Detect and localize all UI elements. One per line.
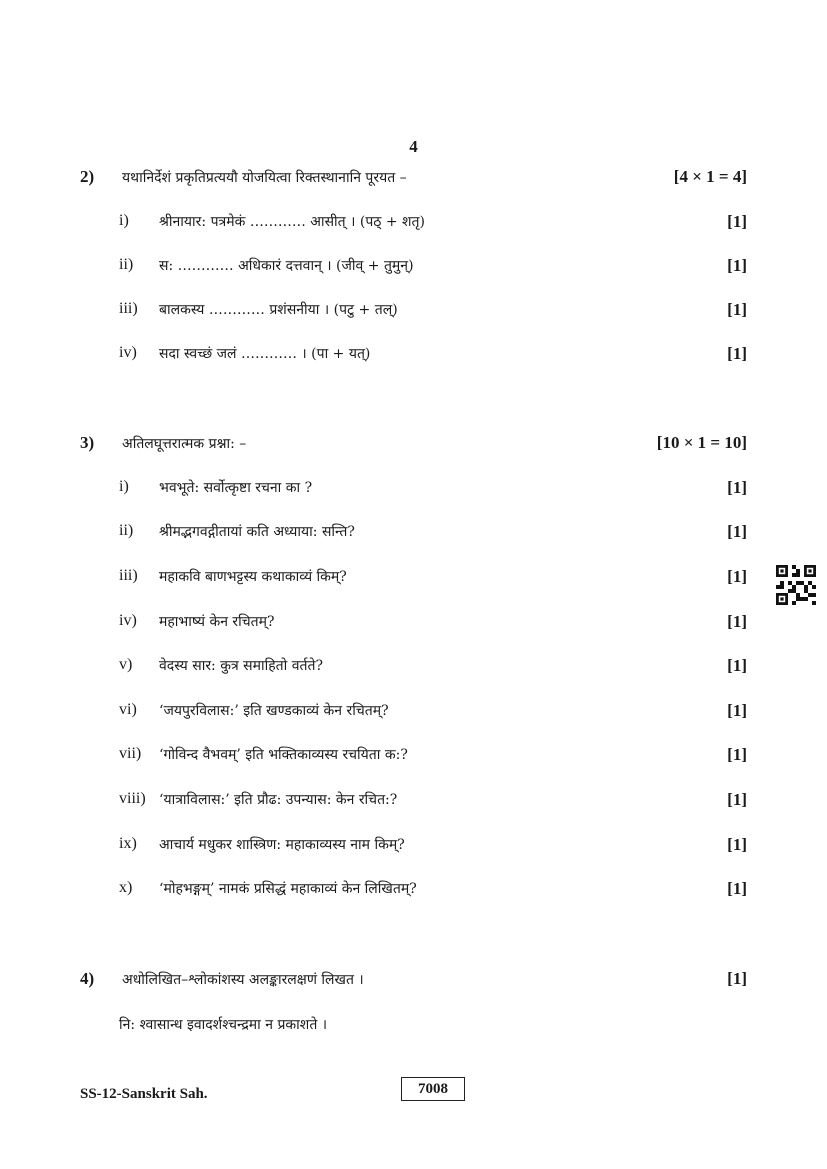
item-marks: [1] <box>727 344 747 363</box>
item-text: भवभूते: सर्वोत्कृष्टा रचना का ? <box>159 480 313 496</box>
qr-code-icon <box>776 565 816 605</box>
question-number: 3) <box>80 433 95 452</box>
item-text: महाभाष्यं केन रचितम्? <box>159 614 275 630</box>
question-number: 2) <box>80 167 95 186</box>
item-marks: [1] <box>727 612 747 631</box>
item-marks: [1] <box>727 300 747 319</box>
item-text: वेदस्य सार: कुत्र समाहितो वर्तते? <box>159 658 323 674</box>
item-text: आचार्य मधुकर शास्त्रिण: महाकाव्यस्य नाम किम्? <box>159 837 405 853</box>
item-text: श्रीनायार: पत्रमेकं ………… आसीत् । (पठ् + शतृ) <box>159 214 426 230</box>
question-marks: [1] <box>727 969 747 988</box>
item-marks: [1] <box>727 212 747 231</box>
item-roman: v) <box>119 656 133 673</box>
item-text: बालकस्य ………… प्रशंसनीया । (पटु + तल्) <box>159 302 398 318</box>
question-marks: [4 × 1 = 4] <box>673 167 747 186</box>
item-text: ‘जयपुरविलास:’ इति खण्डकाव्यं केन रचितम्? <box>159 703 389 719</box>
question-marks: [10 × 1 = 10] <box>656 433 747 452</box>
item-marks: [1] <box>727 745 747 764</box>
item-text: ‘मोहभङ्गम्’ नामकं प्रसिद्धं महाकाव्यं केन लिखितम्? <box>159 881 417 897</box>
item-roman: iv) <box>119 344 137 361</box>
item-roman: vii) <box>119 745 142 762</box>
item-roman: i) <box>119 478 129 495</box>
item-marks: [1] <box>727 522 747 541</box>
item-text: महाकवि बाणभट्टस्य कथाकाव्यं किम्? <box>159 569 347 585</box>
item-roman: iv) <box>119 612 137 629</box>
item-roman: ix) <box>119 835 137 852</box>
item-marks: [1] <box>727 567 747 586</box>
paper-code: SS-12-Sanskrit Sah. <box>80 1086 208 1102</box>
question-text: यथानिर्देशं प्रकृतिप्रत्ययौ योजयित्वा रिक्तस्थानानि पूरयत – <box>122 170 407 186</box>
paper-number-box: 7008 <box>401 1077 465 1101</box>
item-roman: iii) <box>119 300 138 317</box>
item-text: ‘यात्राविलास:’ इति प्रौढ: उपन्यास: केन रचित:? <box>159 792 398 808</box>
item-text: श्रीमद्भगवद्गीतायां कति अध्याया: सन्ति? <box>159 524 355 540</box>
question-text: अतिलघूत्तरात्मक प्रश्ना: – <box>122 436 247 452</box>
item-marks: [1] <box>727 478 747 497</box>
item-marks: [1] <box>727 256 747 275</box>
item-roman: ii) <box>119 256 134 273</box>
item-roman: x) <box>119 879 133 896</box>
item-roman: ii) <box>119 522 134 539</box>
item-roman: i) <box>119 212 129 229</box>
item-marks: [1] <box>727 790 747 809</box>
page-number: 4 <box>409 137 418 156</box>
item-text: सदा स्वच्छं जलं ………… । (पा + यत्) <box>159 346 371 362</box>
item-marks: [1] <box>727 879 747 898</box>
item-roman: vi) <box>119 701 137 718</box>
item-roman: viii) <box>119 790 146 807</box>
item-text: स: ………… अधिकारं दत्तवान् । (जीव् + तुमुन्) <box>159 258 414 274</box>
item-text: ‘गोविन्द वैभवम्’ इति भक्तिकाव्यस्य रचयिता क:? <box>159 747 408 763</box>
item-marks: [1] <box>727 701 747 720</box>
item-marks: [1] <box>727 656 747 675</box>
item-marks: [1] <box>727 835 747 854</box>
question-number: 4) <box>80 969 95 988</box>
question-text: अधोलिखित–श्लोकांशस्य अलङ्कारलक्षणं लिखत । <box>122 972 364 988</box>
shloka-line: नि: श्वासान्ध इवादर्शश्चन्द्रमा न प्रकाशते । <box>119 1017 328 1033</box>
item-roman: iii) <box>119 567 138 584</box>
